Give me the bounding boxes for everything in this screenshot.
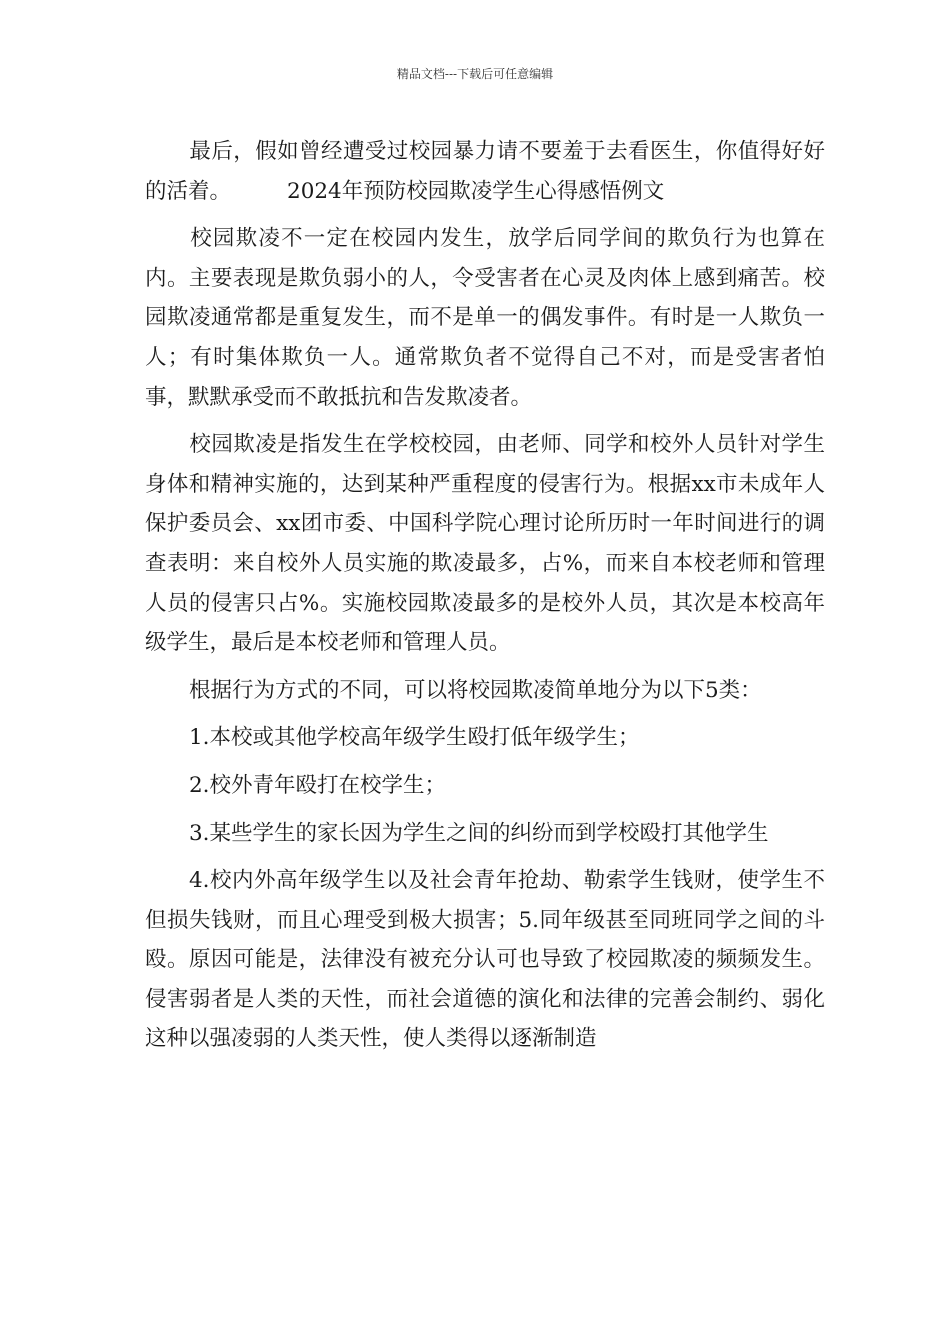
document-body: [145, 132, 825, 1059]
paragraph-4: [145, 671, 825, 711]
paragraph-3-text: 校园欺凌是指发生在学校校园，由老师、同学和校外人员针对学生身体和精神实施的，达到某种严重程度的侵害行为。根据xx市未成年人保护委员会、xx团市委、中国科学院心理讨论所历时一年时间进行的调查表明：来自校外人员实施的欺凌最多，占%，而来自本校老师和管理人员的侵害只占%。实施校园欺凌最多的是校外人员，其次是本校高年级学生，最后是本校老师和管理人员。: [145, 432, 825, 656]
paragraph-1-text: 最后，假如曾经遭受过校园暴力请不要羞于去看医生，你值得好好的活着。: [145, 139, 825, 204]
paragraph-4-text: 根据行为方式的不同，可以将校园欺凌简单地分为以下5类：: [189, 677, 762, 703]
document-title: 2024年预防校园欺凌学生心得感悟例文: [287, 178, 665, 204]
list-item-3: 3.某些学生的家长因为学生之间的纠纷而到学校殴打其他学生: [189, 820, 769, 846]
list-item-1: 1.本校或其他学校高年级学生殴打低年级学生；: [189, 725, 640, 751]
paragraph-2-text: 校园欺凌不一定在校园内发生，放学后同学间的欺负行为也算在内。主要表现是欺负弱小的人，令受害者在心灵及肉体上感到痛苦。校园欺凌通常都是重复发生，而不是单一的偶发事件。有时是一人欺负一人；有时集体欺负一人。通常欺负者不觉得自己不对，而是受害者怕事，默默承受而不敢抵抗和告发欺凌者。: [145, 226, 825, 410]
page-header: 精品文档---下载后可任意编辑: [396, 67, 554, 81]
paragraph-3: [145, 425, 825, 663]
paragraph-2: [145, 219, 825, 417]
list-item-2: 2.校外青年殴打在校学生；: [189, 772, 447, 798]
paragraph-5-text: 4.校内外高年级学生以及社会青年抢劫、勒索学生钱财，使学生不但损失钱财，而且心理受到极大损害；5.同年级甚至同班同学之间的斗殴。原因可能是，法律没有被充分认可也导致了校园欺凌的频频发生。侵害弱者是人类的天性，而社会道德的演化和法律的完善会制约、弱化这种以强凌弱的人类天性，使人类得以逐渐制造: [145, 868, 825, 1052]
paragraph-1: [145, 132, 825, 211]
paragraph-5: [145, 861, 825, 1059]
